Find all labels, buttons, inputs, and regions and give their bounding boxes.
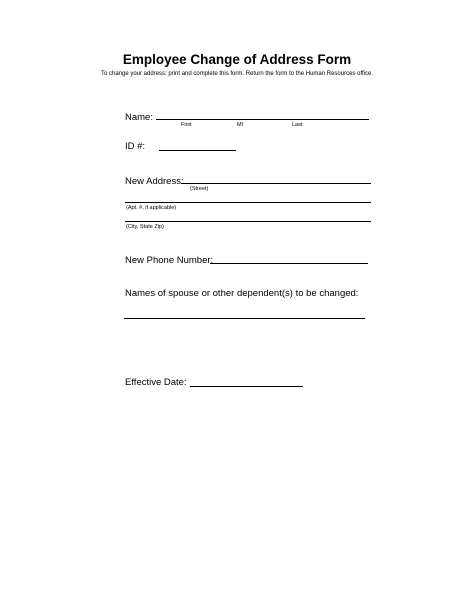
address-street-sublabel: (Street) (190, 186, 209, 192)
effective-date-field[interactable] (190, 386, 303, 387)
address-apt-field[interactable] (125, 202, 371, 203)
phone-label: New Phone Number: (125, 255, 214, 266)
id-field[interactable] (159, 150, 236, 151)
name-field[interactable] (156, 119, 369, 120)
dependents-label: Names of spouse or other dependent(s) to be changed: (125, 288, 359, 299)
name-label: Name: (125, 112, 153, 123)
name-first-sublabel: First (181, 122, 192, 128)
id-label: ID #: (125, 141, 146, 152)
address-street-field[interactable] (181, 183, 371, 184)
name-mi-sublabel: MI (237, 122, 244, 128)
dependents-field[interactable] (124, 318, 365, 319)
address-city-sublabel: (City, State Zip) (126, 224, 164, 230)
phone-field[interactable] (210, 263, 368, 264)
form-title: Employee Change of Address Form (122, 52, 352, 67)
address-apt-sublabel: (Apt. #, if applicable) (126, 205, 177, 211)
form-instructions: To change your address: print and complete this form. Return the form to the Human Resources office. (100, 71, 374, 77)
name-last-sublabel: Last (292, 122, 303, 128)
address-label: New Address: (125, 176, 184, 187)
effective-date-label: Effective Date: (125, 377, 187, 388)
address-city-field[interactable] (125, 221, 371, 222)
